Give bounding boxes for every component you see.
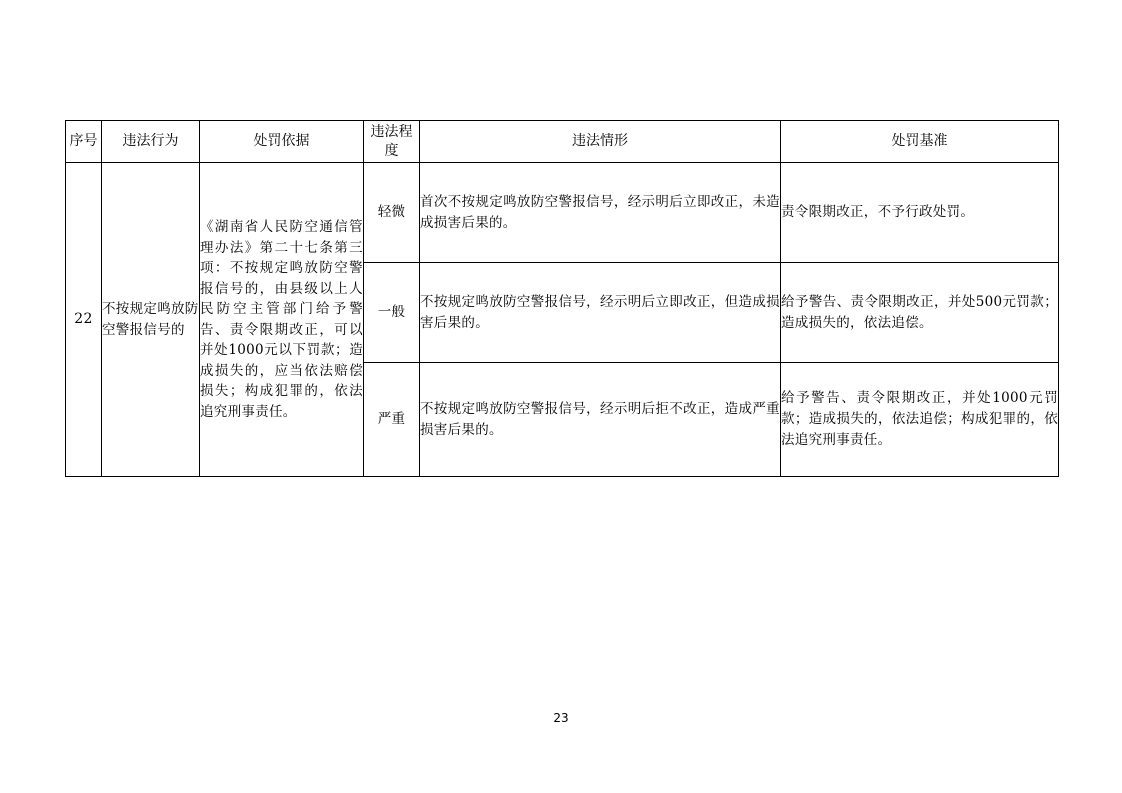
standard-serious: 给予警告、责令限期改正，并处1000元罚款；造成损失的，依法追偿；构成犯罪的，依法追究刑事责任。 <box>781 363 1059 477</box>
table-row <box>66 163 1059 263</box>
standard-minor: 责令限期改正，不予行政处罚。 <box>781 163 1059 263</box>
row-basis-cell: 《湖南省人民防空通信管理办法》第二十七条第三项：不按规定鸣放防空警报信号的，由县级以上人民防空主管部门给予警告、责令限期改正，可以并处1000元以下罚款；造成损失的，应当依法赔偿损失；构成犯罪的，依法追究刑事责任。 <box>200 163 364 477</box>
situation-serious: 不按规定鸣放防空警报信号，经示明后拒不改正，造成严重损害后果的。 <box>420 363 781 477</box>
row-seq-cell: 22 <box>66 163 102 477</box>
header-degree: 违法程度 <box>364 121 420 163</box>
degree-serious: 严重 <box>364 363 420 477</box>
page-number: 23 <box>553 711 569 725</box>
degree-general: 一般 <box>364 263 420 363</box>
header-seq: 序号 <box>66 121 102 163</box>
table-header-row <box>66 121 1059 163</box>
penalty-standard-table <box>65 120 1059 477</box>
standard-general: 给予警告、责令限期改正，并处500元罚款；造成损失的，依法追偿。 <box>781 263 1059 363</box>
situation-minor: 首次不按规定鸣放防空警报信号，经示明后立即改正，未造成损害后果的。 <box>420 163 781 263</box>
header-basis: 处罚依据 <box>200 121 364 163</box>
row-behavior-cell: 不按规定鸣放防空警报信号的 <box>102 163 200 477</box>
header-situation: 违法情形 <box>420 121 781 163</box>
header-behavior: 违法行为 <box>102 121 200 163</box>
header-standard: 处罚基准 <box>781 121 1059 163</box>
situation-general: 不按规定鸣放防空警报信号，经示明后立即改正，但造成损害后果的。 <box>420 263 781 363</box>
degree-minor: 轻微 <box>364 163 420 263</box>
